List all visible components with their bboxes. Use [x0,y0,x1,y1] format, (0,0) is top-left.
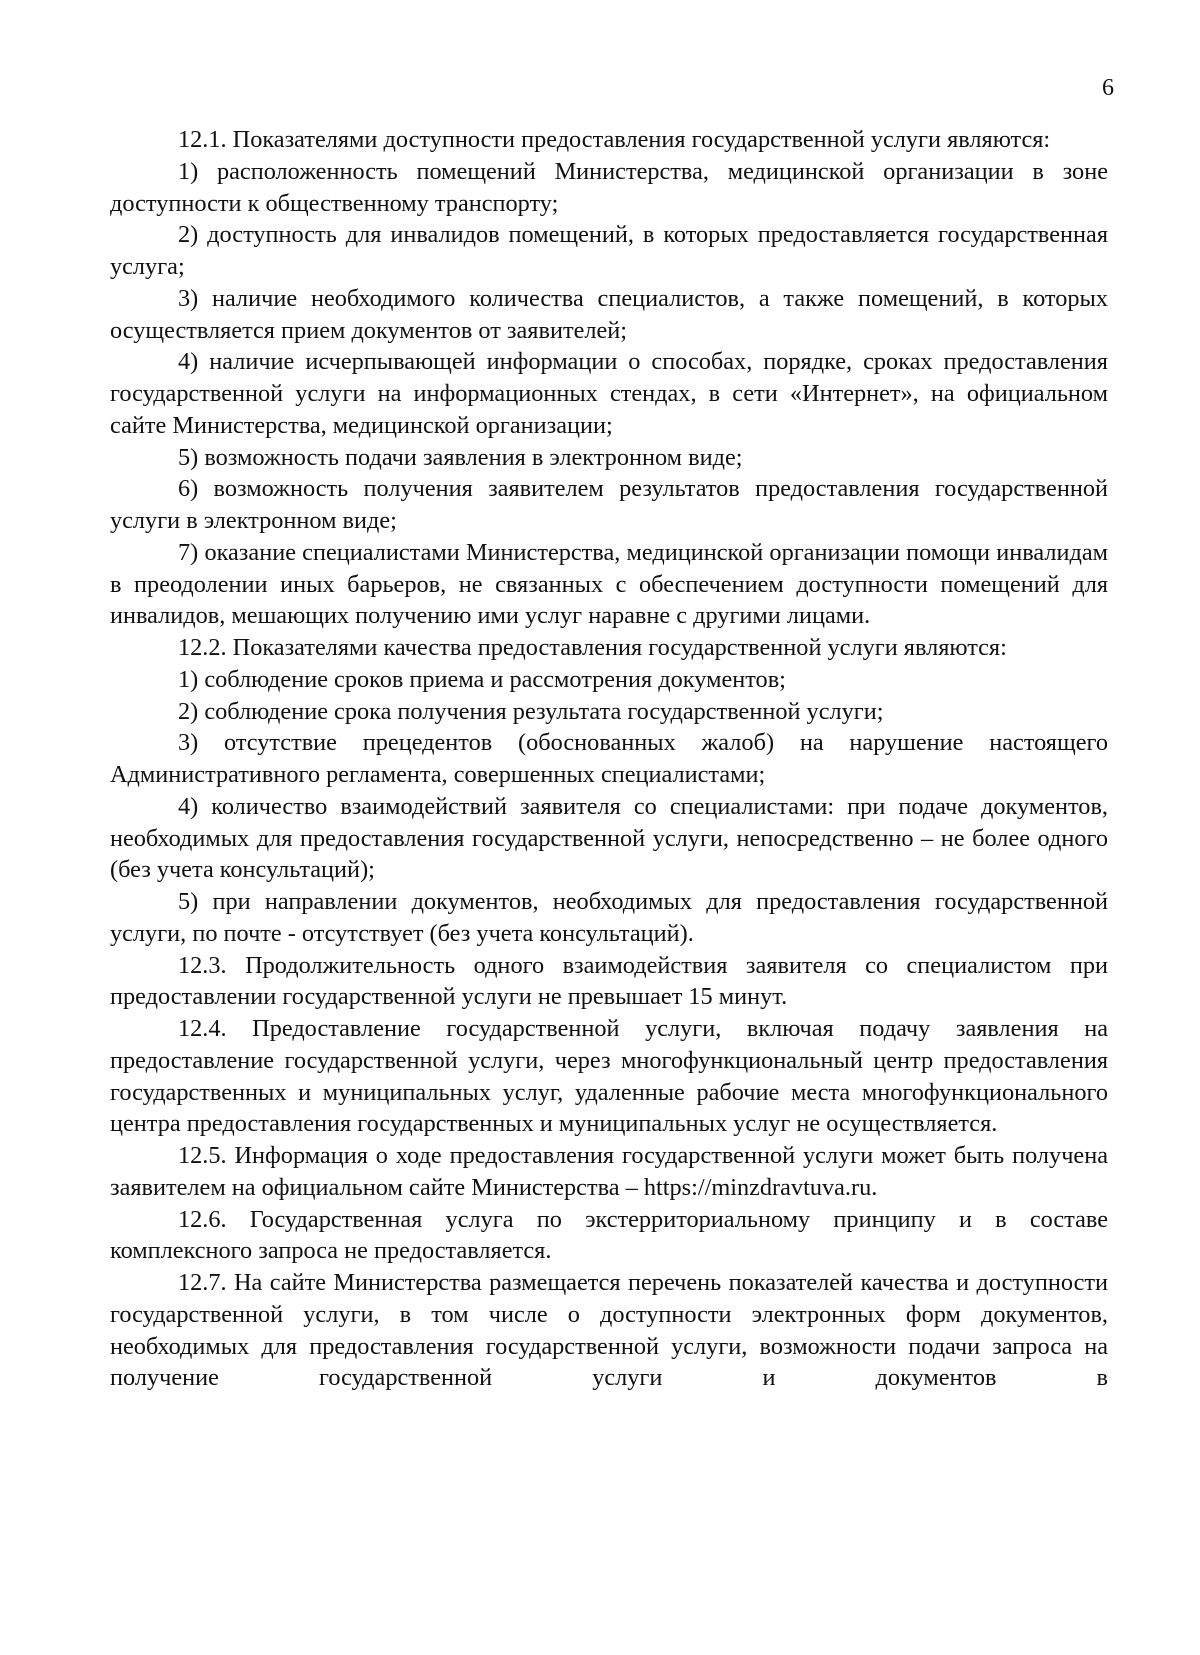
paragraph-12-2-item-3: 3) отсутствие прецедентов (обоснованных жалоб) на нарушение настоящего Административного регламента, совершенных специалистами; [110,729,1108,788]
paragraph-12-3: 12.3. Продолжительность одного взаимодействия заявителя со специалистом при предоставлении государственной услуги не превышает 15 минут. [110,951,1108,1011]
paragraph-12-1-item-6: 6) возможность получения заявителем результатов предоставления государственной услуги в электронном виде; [110,475,1108,534]
paragraph-12-1-item-4: 4) наличие исчерпывающей информации о способах, порядке, сроках предоставления государственной услуги на информационных стендах, в сети «Интернет», на официальном сайте Министерства, медицинской организации; [110,348,1108,439]
paragraph-12-2-item-4: 4) количество взаимодействий заявителя со специалистами: при подаче документов, необходимых для предоставления государственной услуги, непосредственно – не более одного (без учета консультаций); [110,792,1108,884]
paragraph-12-4: 12.4. Предоставление государственной услуги, включая подачу заявления на предоставление государственной услуги, через многофункциональный центр предоставления государственных и муниципальных услуг, удаленные рабочие места многофункционального центра предоставления государственных и муниципальных услуг не осуществляется. [110,1015,1108,1138]
paragraph-12-1-item-3: 3) наличие необходимого количества специалистов, а также помещений, в которых осуществляется прием документов от заявителей; [110,284,1108,344]
document-body [110,124,1108,1394]
paragraph-12-1-item-5: 5) возможность подачи заявления в электронном виде; [178,443,743,471]
paragraph-12-1-item-7: 7) оказание специалистами Министерства, медицинской организации помощи инвалидам в преодолении иных барьеров, не связанных с обеспечением доступности помещений для инвалидов, мешающих получению ими услуг наравне с другими лицами. [110,538,1108,630]
page-number: 6 [1102,75,1114,101]
paragraph-12-6: 12.6. Государственная услуга по экстерриториальному принципу и в составе комплексного запроса не предоставляется. [110,1205,1108,1265]
paragraph-12-7: 12.7. На сайте Министерства размещается перечень показателей качества и доступности государственной услуги, в том числе о доступности электронных форм документов, необходимых для предоставления государственной услуги, возможности подачи запроса на получение государственной услуги и документов в [110,1269,1108,1392]
paragraph-12-2-item-5: 5) при направлении документов, необходимых для предоставления государственной услуги, по почте - отсутствует (без учета консультаций). [110,888,1108,947]
paragraph-12-1-item-2: 2) доступность для инвалидов помещений, в которых предоставляется государственная услуга; [110,221,1108,280]
paragraph-12-1: 12.1. Показателями доступности предоставления государственной услуги являются: [178,126,1051,153]
paragraph-12-1-item-1: 1) расположенность помещений Министерства, медицинской организации в зоне доступности к общественному транспорту; [110,157,1108,217]
paragraph-12-5: 12.5. Информация о ходе предоставления государственной услуги может быть получена заявителем на официальном сайте Министерства – https://minzdravtuva.ru. [110,1142,1108,1201]
paragraph-12-2-item-1: 1) соблюдение сроков приема и рассмотрения документов; [178,665,786,693]
paragraph-12-2-item-2: 2) соблюдение срока получения результата государственной услуги; [178,697,884,725]
paragraph-12-2: 12.2. Показателями качества предоставления государственной услуги являются: [178,634,1007,661]
